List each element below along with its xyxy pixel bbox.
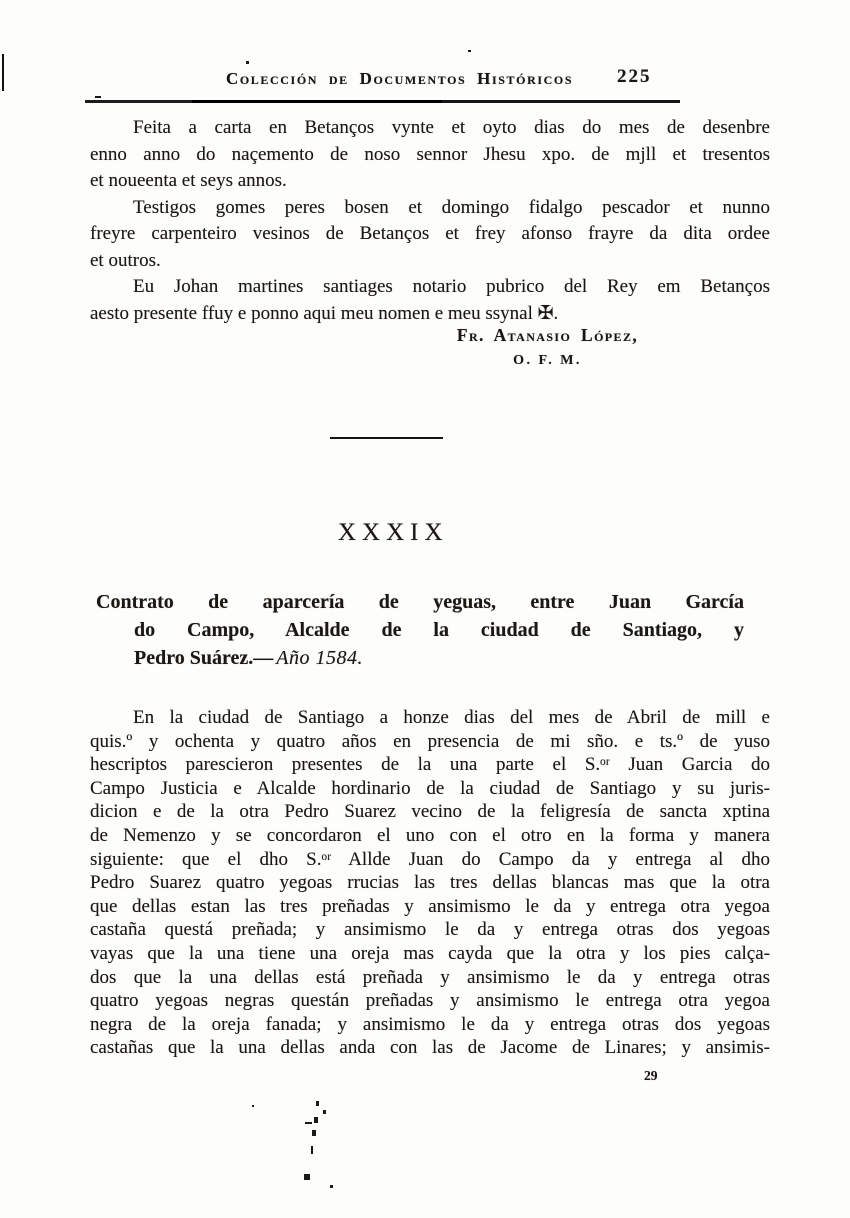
paragraph-date-clause	[90, 115, 770, 195]
text-line: et outros.	[90, 249, 161, 271]
document-title	[96, 588, 744, 672]
signature-order: O. F. M.	[513, 353, 582, 368]
text-line: et noueenta et seys annos.	[90, 170, 287, 191]
ink-speck	[312, 1130, 316, 1136]
text-line: Testigos gomes peres bosen et domingo fidalgo pescador et nunno	[133, 196, 770, 218]
paragraph-witnesses	[90, 195, 770, 275]
text-line: Feita a carta en Betanços vynte et oyto dias do mes de desenbre	[133, 117, 770, 138]
text-line: En la ciudad de Santiago a honze dias del mes de Abril de mill e	[133, 707, 770, 728]
text-line: vayas que la una tiene una oreja mas cayda que la otra y los pies calça-	[90, 942, 770, 964]
signature-name: Fr. Atanasio López,	[456, 325, 639, 345]
title-line-1: Contrato de aparcería de yeguas, entre Juan García	[96, 591, 744, 613]
text-line: hescriptos parescieron presentes de la una parte el S.ᵒʳ Juan Garcia do	[90, 754, 770, 776]
paragraph-notary	[90, 274, 770, 327]
ink-speck	[316, 1101, 319, 1106]
text-line: enno anno do naçemento de noso sennor Jhesu xpo. de mjll et tresentos	[90, 143, 770, 165]
ink-speck	[323, 1110, 326, 1114]
ink-speck	[95, 96, 101, 98]
ink-speck	[305, 1122, 312, 1124]
text-line: castaña questá preñada; y ansimismo le da y entrega otras dos yegoas	[90, 919, 770, 941]
printers-signature-mark: 29	[644, 1068, 658, 1083]
ink-speck	[252, 1105, 254, 1107]
text-line: quis.º y ochenta y quatro años en presencia de mi sño. e ts.º de yuso	[90, 730, 770, 752]
ink-speck	[246, 61, 249, 64]
header-rule	[85, 100, 680, 103]
ink-speck	[330, 1185, 333, 1188]
closing-text-block	[90, 115, 770, 327]
text-line: castañas que la una dellas anda con las de Jacome de Linares; y ansimis-	[90, 1037, 770, 1059]
title-line-3	[134, 644, 744, 672]
title-line-2: do Campo, Alcalde de la ciudad de Santiago, y	[134, 619, 744, 641]
text-line: dos que la una dellas está preñada y ansimismo le da y entrega otras	[90, 966, 770, 988]
ink-speck	[468, 50, 471, 52]
text-line: negra de la oreja fanada; y ansimismo le da y entrega otras dos yegoas	[90, 1013, 770, 1035]
ink-speck	[314, 1117, 318, 1123]
title-line-3-text: Pedro Suárez.—	[134, 647, 274, 669]
text-line: Eu Johan martines santiages notario pubrico del Rey em Betanços	[133, 276, 770, 297]
running-title: Colección de Documentos Históricos	[226, 69, 574, 88]
text-line: dicion e de la otra Pedro Suarez vecino de la feligresía de sancta xptina	[90, 801, 770, 823]
title-year: Año 1584.	[276, 647, 363, 669]
body-text-block	[90, 706, 770, 1060]
text-line: aesto presente ffuy e ponno aqui meu nomen e meu ssynal ✠.	[90, 302, 559, 324]
ink-speck	[304, 1174, 310, 1180]
section-number-heading: XXXIX	[338, 519, 449, 546]
text-line: quatro yegoas negras questán preñadas y ansimismo le entrega otra yegoa	[90, 990, 770, 1012]
ink-speck	[311, 1146, 313, 1154]
text-line: de Nemenzo y se concordaron el uno con el otro en la forma y manera	[90, 824, 770, 846]
scan-binding-artifact	[2, 54, 4, 91]
text-line: que dellas estan las tres preñadas y ansimismo le da y entrega otra yegoa	[90, 895, 770, 917]
text-line: siguiente: que el dho S.ᵒʳ Allde Juan do Campo da y entrega al dho	[90, 848, 770, 870]
page-number: 225	[617, 66, 652, 87]
section-divider-rule	[330, 437, 443, 439]
text-line: Pedro Suarez quatro yegoas rrucias las tres dellas blancas mas que la otra	[90, 872, 770, 894]
text-line: Campo Justicia e Alcalde hordinario de la ciudad de Santiago y su juris-	[90, 777, 770, 799]
signature-block	[445, 325, 650, 369]
text-line: freyre carpenteiro vesinos de Betanços et frey afonso frayre da dita ordee	[90, 223, 770, 244]
